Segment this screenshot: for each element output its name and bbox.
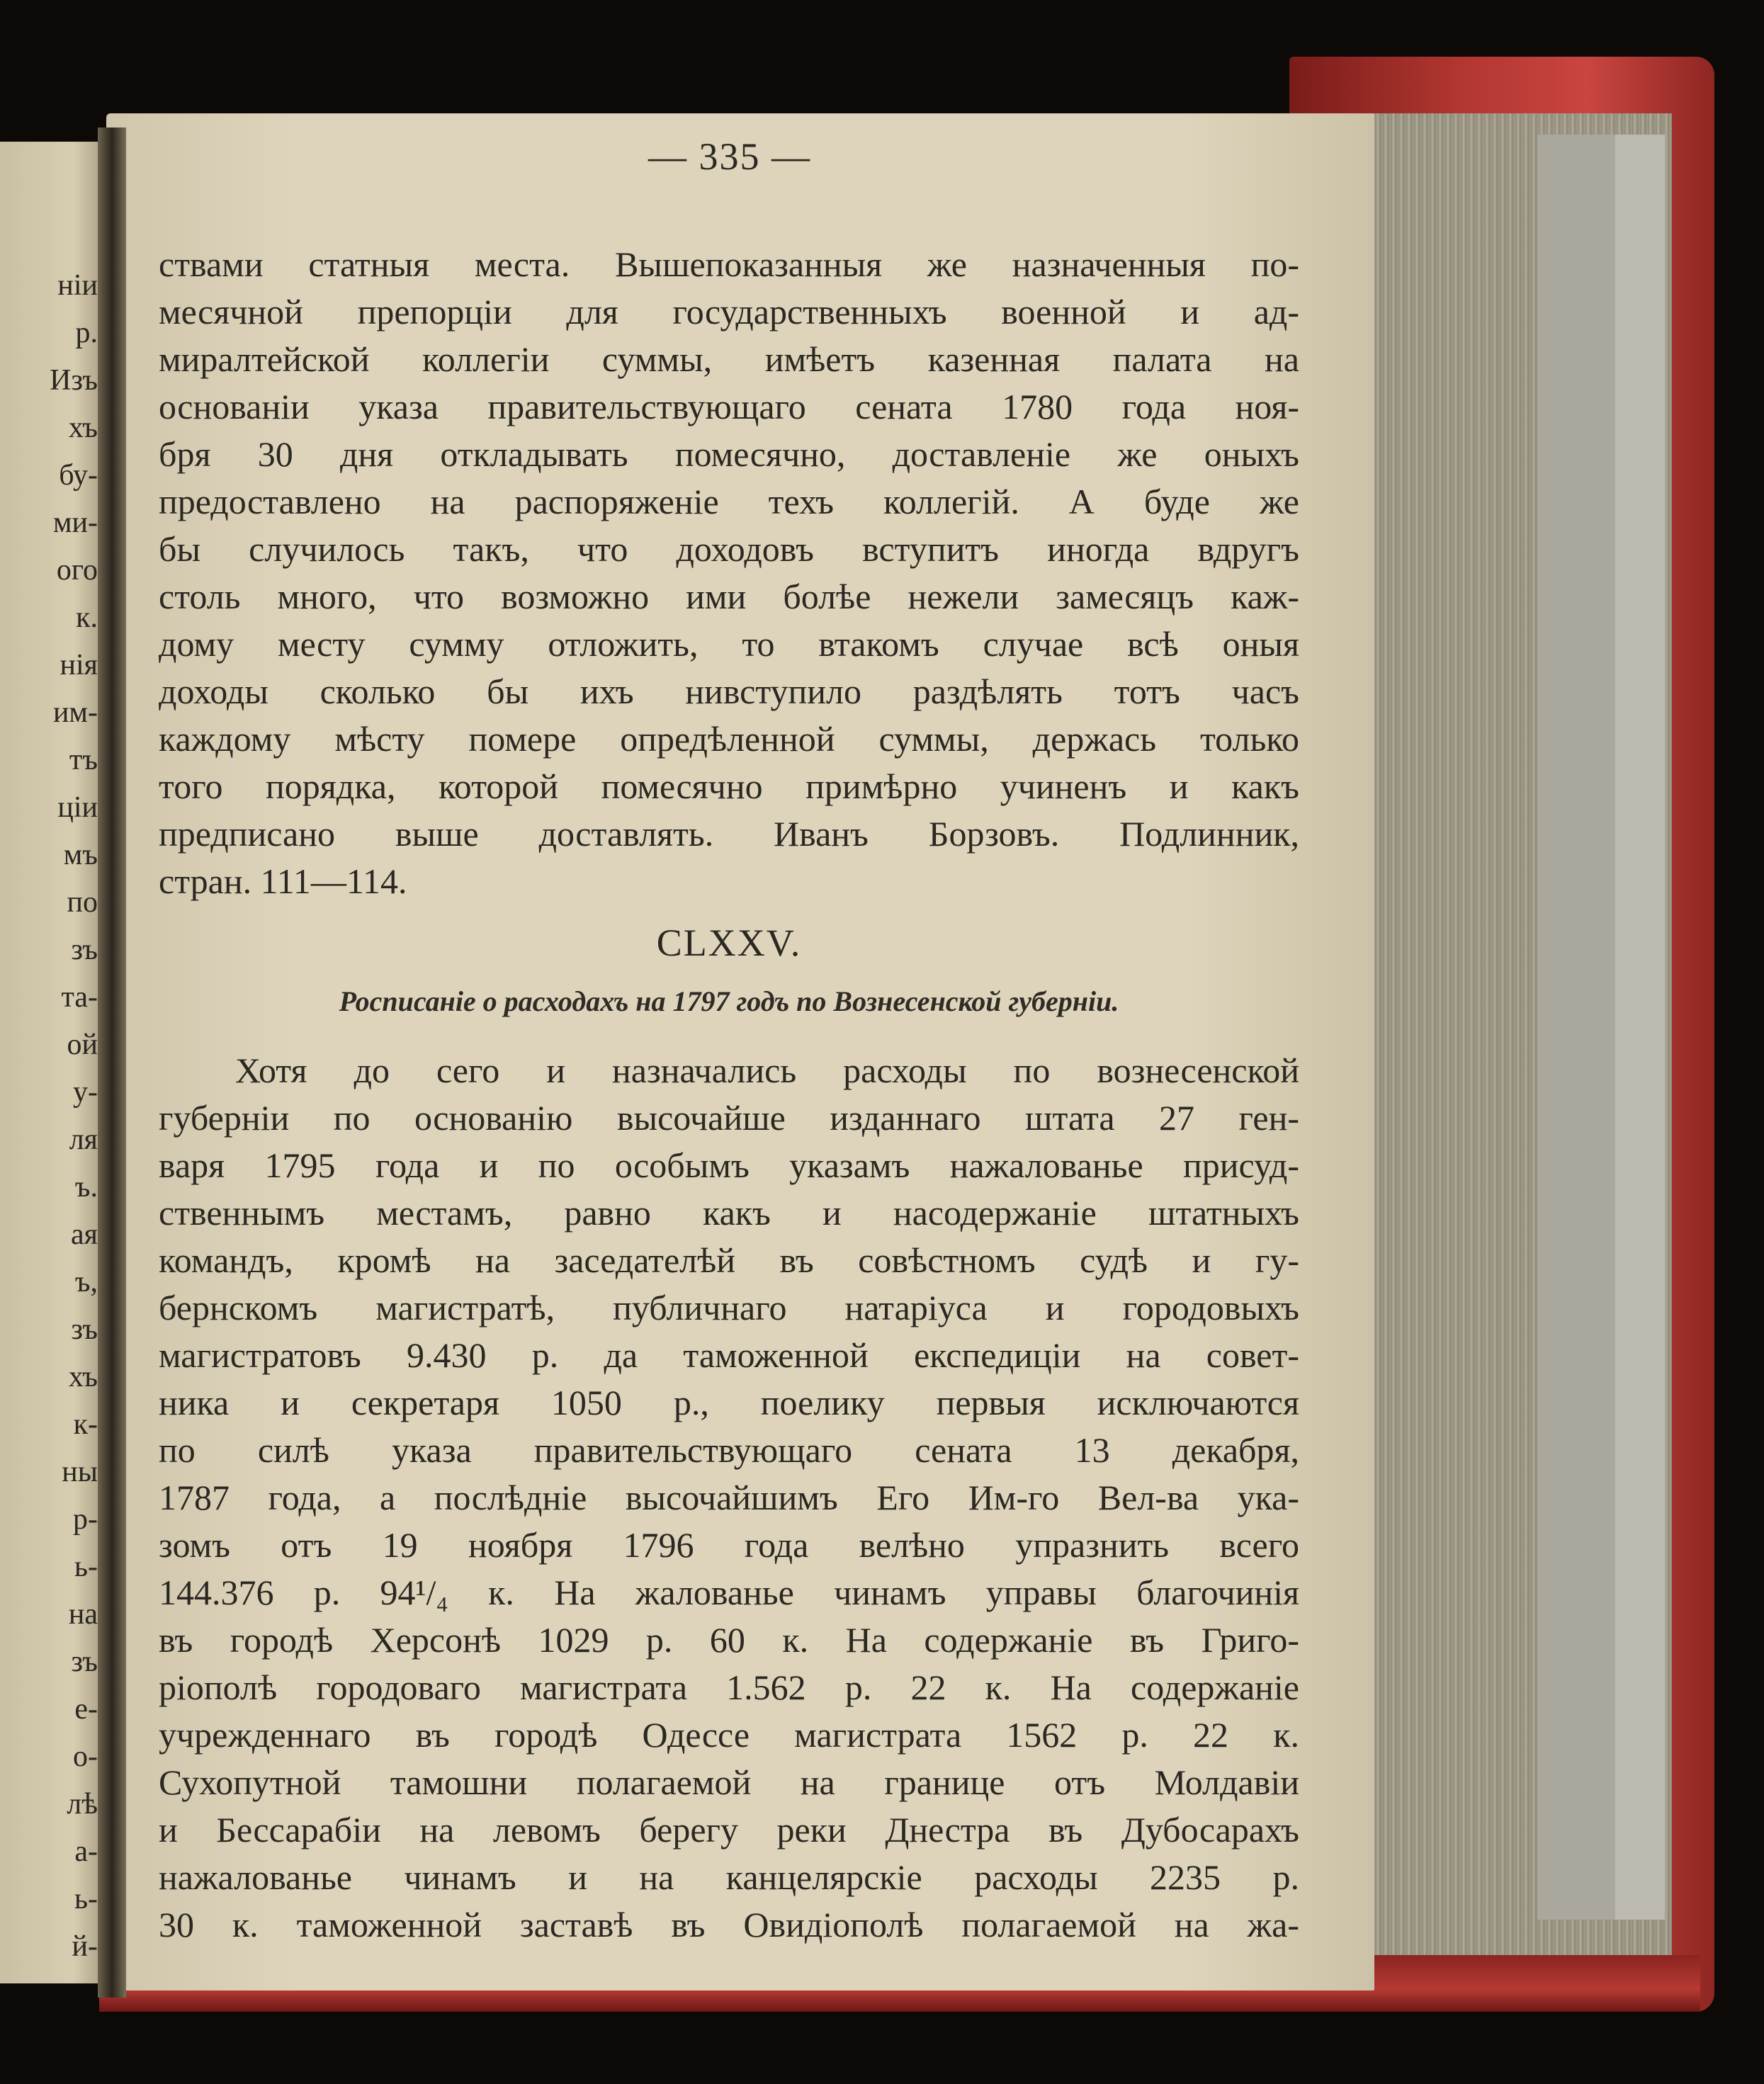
- book-gutter: [98, 128, 126, 1998]
- left-page-fragment: й-: [72, 1930, 98, 1963]
- left-page-fragment: ля: [69, 1123, 98, 1156]
- left-page-fragment: хъ: [68, 1361, 98, 1393]
- text-line: ствами статныя места. Вышепоказанныя же назначенныя по-: [159, 244, 1299, 284]
- text-line: губерніи по основанію высочайше изданнаго штата 27 ген-: [159, 1098, 1299, 1138]
- left-page-fragment: а-: [74, 1835, 98, 1868]
- left-page-fragment: лѣ: [67, 1788, 98, 1820]
- text-line: месячной препорціи для государственныхъ военной и ад-: [159, 292, 1299, 332]
- text-line: бернскомъ магистратѣ, публичнаго натаріуса и городовыхъ: [159, 1288, 1299, 1327]
- left-page-fragment: ъ,: [74, 1266, 98, 1298]
- left-page-fragment: е-: [74, 1693, 98, 1726]
- left-page-fragment: у-: [73, 1076, 98, 1109]
- left-page-fragment: зъ: [71, 934, 98, 966]
- text-line: доходы сколько бы ихъ нивступило раздѣлять тотъ часъ: [159, 672, 1299, 711]
- left-page-fragment: р-: [73, 1503, 98, 1536]
- text-line: ріополѣ городоваго магистрата 1.562 р. 22 к. На содержаніе: [159, 1667, 1299, 1707]
- text-line: основаніи указа правительствующаго сената 1780 года ноя-: [159, 387, 1299, 426]
- page-number: — 335 —: [648, 135, 811, 178]
- left-page-fragment: нія: [60, 649, 98, 681]
- left-page-fragment: ны: [62, 1456, 98, 1488]
- section-heading: CLXXV.: [656, 922, 802, 964]
- left-page-fragment: к.: [76, 601, 98, 634]
- text-line: столь много, что возможно ими болѣе нежели замесяцъ каж-: [159, 577, 1299, 616]
- text-line: по силѣ указа правительствующаго сената 13 декабря,: [159, 1430, 1299, 1470]
- text-line: того порядка, которой помесячно примѣрно учиненъ и какъ: [159, 766, 1299, 806]
- text-line: варя 1795 года и по особымъ указамъ нажалованье присуд-: [159, 1145, 1299, 1185]
- text-line: магистратовъ 9.430 р. да таможенной експедиціи на совет-: [159, 1335, 1299, 1375]
- left-page-fragment: ой: [67, 1029, 98, 1061]
- page-edges-light: [1537, 135, 1615, 1920]
- paragraph-2: [159, 1047, 1299, 1949]
- text-line: 144.376 р. 94¹/₄ к. На жалованье чинамъ управы благочинія: [159, 1573, 1299, 1612]
- section-subtitle: Росписаніе о расходахъ на 1797 годъ по Вознесенской губерніи.: [339, 985, 1119, 1017]
- left-page-fragment: Изъ: [50, 364, 98, 397]
- text-line: въ городѣ Херсонѣ 1029 р. 60 к. На содержаніе въ Григо-: [159, 1620, 1299, 1660]
- text-line: командъ, кромѣ на заседателѣй въ совѣстномъ судѣ и гу-: [159, 1240, 1299, 1280]
- page-text: [159, 241, 1299, 1949]
- left-page-fragment: та-: [61, 981, 98, 1014]
- text-line: и Бессарабіи на левомъ берегу реки Днестра въ Дубосарахъ: [159, 1810, 1299, 1850]
- left-page-fragment: ціи: [57, 791, 98, 824]
- left-page-fragment: ніи: [57, 269, 98, 302]
- left-page-fragment: хъ: [68, 412, 98, 444]
- text-line: бря 30 дня откладывать помесячно, доставленіе же оныхъ: [159, 434, 1299, 474]
- text-line: Сухопутной тамошни полагаемой на границе отъ Молдавіи: [159, 1762, 1299, 1802]
- left-page-fragment: бу-: [59, 459, 98, 492]
- left-page-fragment: к-: [73, 1408, 98, 1441]
- left-page-fragment: ь-: [74, 1551, 98, 1583]
- left-page-fragment: ъ.: [74, 1171, 98, 1204]
- left-page-fragment: о-: [73, 1740, 98, 1773]
- left-page-fragment: им-: [52, 696, 98, 729]
- text-line: дому месту сумму отложить, то втакомъ случае всѣ оныя: [159, 624, 1299, 664]
- left-page-fragment: мъ: [63, 839, 98, 871]
- text-line: 30 к. таможенной заставѣ въ Овидіополѣ полагаемой на жа-: [159, 1905, 1299, 1944]
- left-page-fragment: р.: [75, 317, 98, 349]
- text-line: ственнымъ местамъ, равно какъ и насодержаніе штатныхъ: [159, 1193, 1299, 1233]
- left-page-fragment: на: [68, 1598, 98, 1631]
- left-page-fragment: ми-: [52, 506, 98, 539]
- text-line: предоставлено на распоряженіе техъ коллегій. А буде же: [159, 482, 1299, 521]
- text-line: ника и секретаря 1050 р., поелику первыя исключаются: [159, 1383, 1299, 1422]
- previous-page: [0, 142, 105, 1983]
- text-line: каждому мѣсту помере опредѣленной суммы, держась только: [159, 719, 1299, 759]
- left-page-fragment: тъ: [69, 744, 98, 776]
- left-page-fragment: ого: [56, 554, 98, 587]
- text-line: предписано выше доставлять. Иванъ Борзовъ. Подлинник,: [159, 814, 1299, 854]
- text-line: Хотя до сего и назначались расходы по вознесенской: [235, 1051, 1299, 1090]
- text-line: бы случилось такъ, что доходовъ вступитъ иногда вдругъ: [159, 529, 1299, 569]
- left-page-fragment: ь-: [74, 1883, 98, 1915]
- left-page-fragment: зъ: [71, 1313, 98, 1346]
- text-line: миралтейской коллегіи суммы, имѣетъ казенная палата на: [159, 339, 1299, 379]
- text-line: учрежденнаго въ городѣ Одессе магистрата 1562 р. 22 к.: [159, 1715, 1299, 1755]
- text-line: стран. 111—114.: [159, 861, 407, 901]
- text-line: нажалованье чинамъ и на канцелярскіе расходы 2235 р.: [159, 1857, 1299, 1897]
- left-page-fragment: ая: [71, 1218, 98, 1251]
- left-page-fragment: зъ: [71, 1646, 98, 1678]
- text-line: зомъ отъ 19 ноября 1796 года велѣно упразнить всего: [159, 1525, 1299, 1565]
- page-edges-lighter: [1615, 135, 1665, 1920]
- left-page-fragment: по: [67, 886, 98, 919]
- paragraph-1: [159, 241, 1299, 905]
- text-line: 1787 года, а послѣдніе высочайшимъ Его Им-го Вел-ва ука-: [159, 1478, 1299, 1517]
